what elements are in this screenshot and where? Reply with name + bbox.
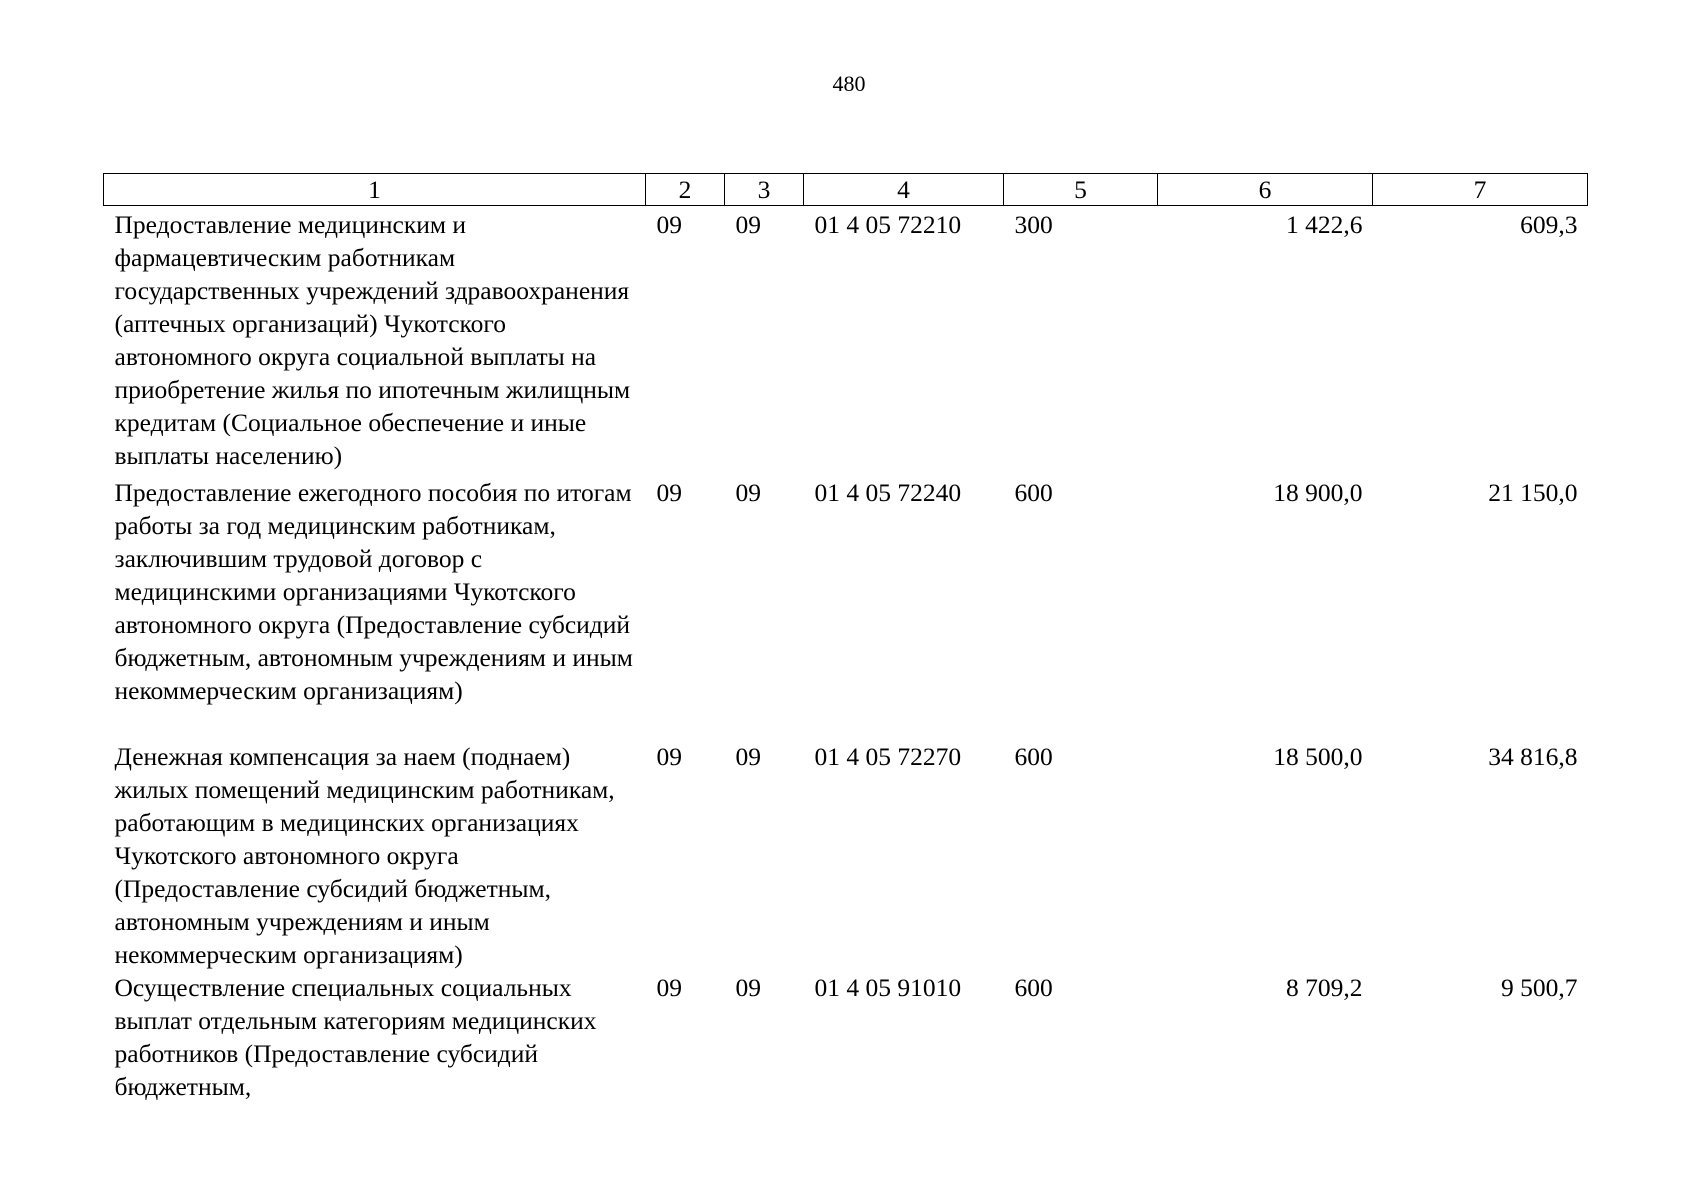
row-value-1: 18 500,0 (1273, 741, 1363, 771)
row-value-2: 34 816,8 (1488, 741, 1578, 771)
row-value-2: 609,3 (1520, 210, 1578, 239)
row-section: 09 (656, 477, 682, 507)
row-value-1: 8 709,2 (1286, 972, 1363, 1002)
table-row (104, 476, 1588, 740)
table-row (104, 971, 1588, 1103)
row-expense-type: 300 (1014, 210, 1053, 239)
row-expense-type: 600 (1014, 741, 1053, 771)
column-header-5: 5 (1004, 174, 1158, 206)
column-header-4: 4 (804, 174, 1004, 206)
row-section: 09 (656, 972, 682, 1002)
header-row (104, 174, 1588, 206)
row-value-2: 9 500,7 (1501, 972, 1578, 1002)
row-name: Осуществление специальных социальных выплат отдельным категориям медицинских работников (Предоставление субсидий бюджетным, (114, 972, 597, 1101)
table-row (104, 206, 1588, 476)
column-header-6: 6 (1158, 174, 1373, 206)
row-target-code: 01 4 05 91010 (814, 972, 962, 1002)
row-subsection: 09 (735, 741, 761, 771)
column-header-1: 1 (104, 174, 646, 206)
row-target-code: 01 4 05 72240 (814, 477, 962, 507)
column-header-7: 7 (1373, 174, 1588, 206)
table-header (104, 174, 1588, 206)
row-name: Денежная компенсация за наем (поднаем) жилых помещений медицинским работникам, работающим в медицинских организациях Чукотского автономного округа (Предоставление субсидий бюджетным, автономным учреждениям и иным некоммерческим организациям) (114, 741, 615, 969)
column-header-3: 3 (725, 174, 804, 206)
row-section: 09 (656, 741, 682, 771)
row-subsection: 09 (735, 210, 761, 239)
row-target-code: 01 4 05 72270 (814, 741, 962, 771)
row-name: Предоставление ежегодного пособия по итогам работы за год медицинским работникам, заключившим трудовой договор с медицинскими организациями Чукотского автономного округа (Предоставление субсидий бюджетным, автономным учреждениям и иным некоммерческим организациям) (114, 477, 633, 705)
table-body (104, 206, 1588, 1103)
page-number: 480 (832, 71, 866, 96)
row-expense-type: 600 (1014, 972, 1053, 1002)
row-name: Предоставление медицинским и фармацевтическим работникам государственных учреждений здравоохранения (аптечных организаций) Чукотского автономного округа социальной выплаты на приобретение жилья по ипотечным жилищным кредитам (Социальное обеспечение и иные выплаты населению) (114, 210, 631, 470)
column-header-2: 2 (646, 174, 725, 206)
row-value-1: 18 900,0 (1273, 477, 1363, 507)
row-value-2: 21 150,0 (1488, 477, 1578, 507)
row-subsection: 09 (735, 477, 761, 507)
row-section: 09 (656, 210, 682, 239)
table-row (104, 740, 1588, 971)
row-target-code: 01 4 05 72210 (814, 210, 962, 239)
row-value-1: 1 422,6 (1286, 210, 1363, 239)
row-expense-type: 600 (1014, 477, 1053, 507)
row-subsection: 09 (735, 972, 761, 1002)
budget-table (103, 173, 1588, 1103)
